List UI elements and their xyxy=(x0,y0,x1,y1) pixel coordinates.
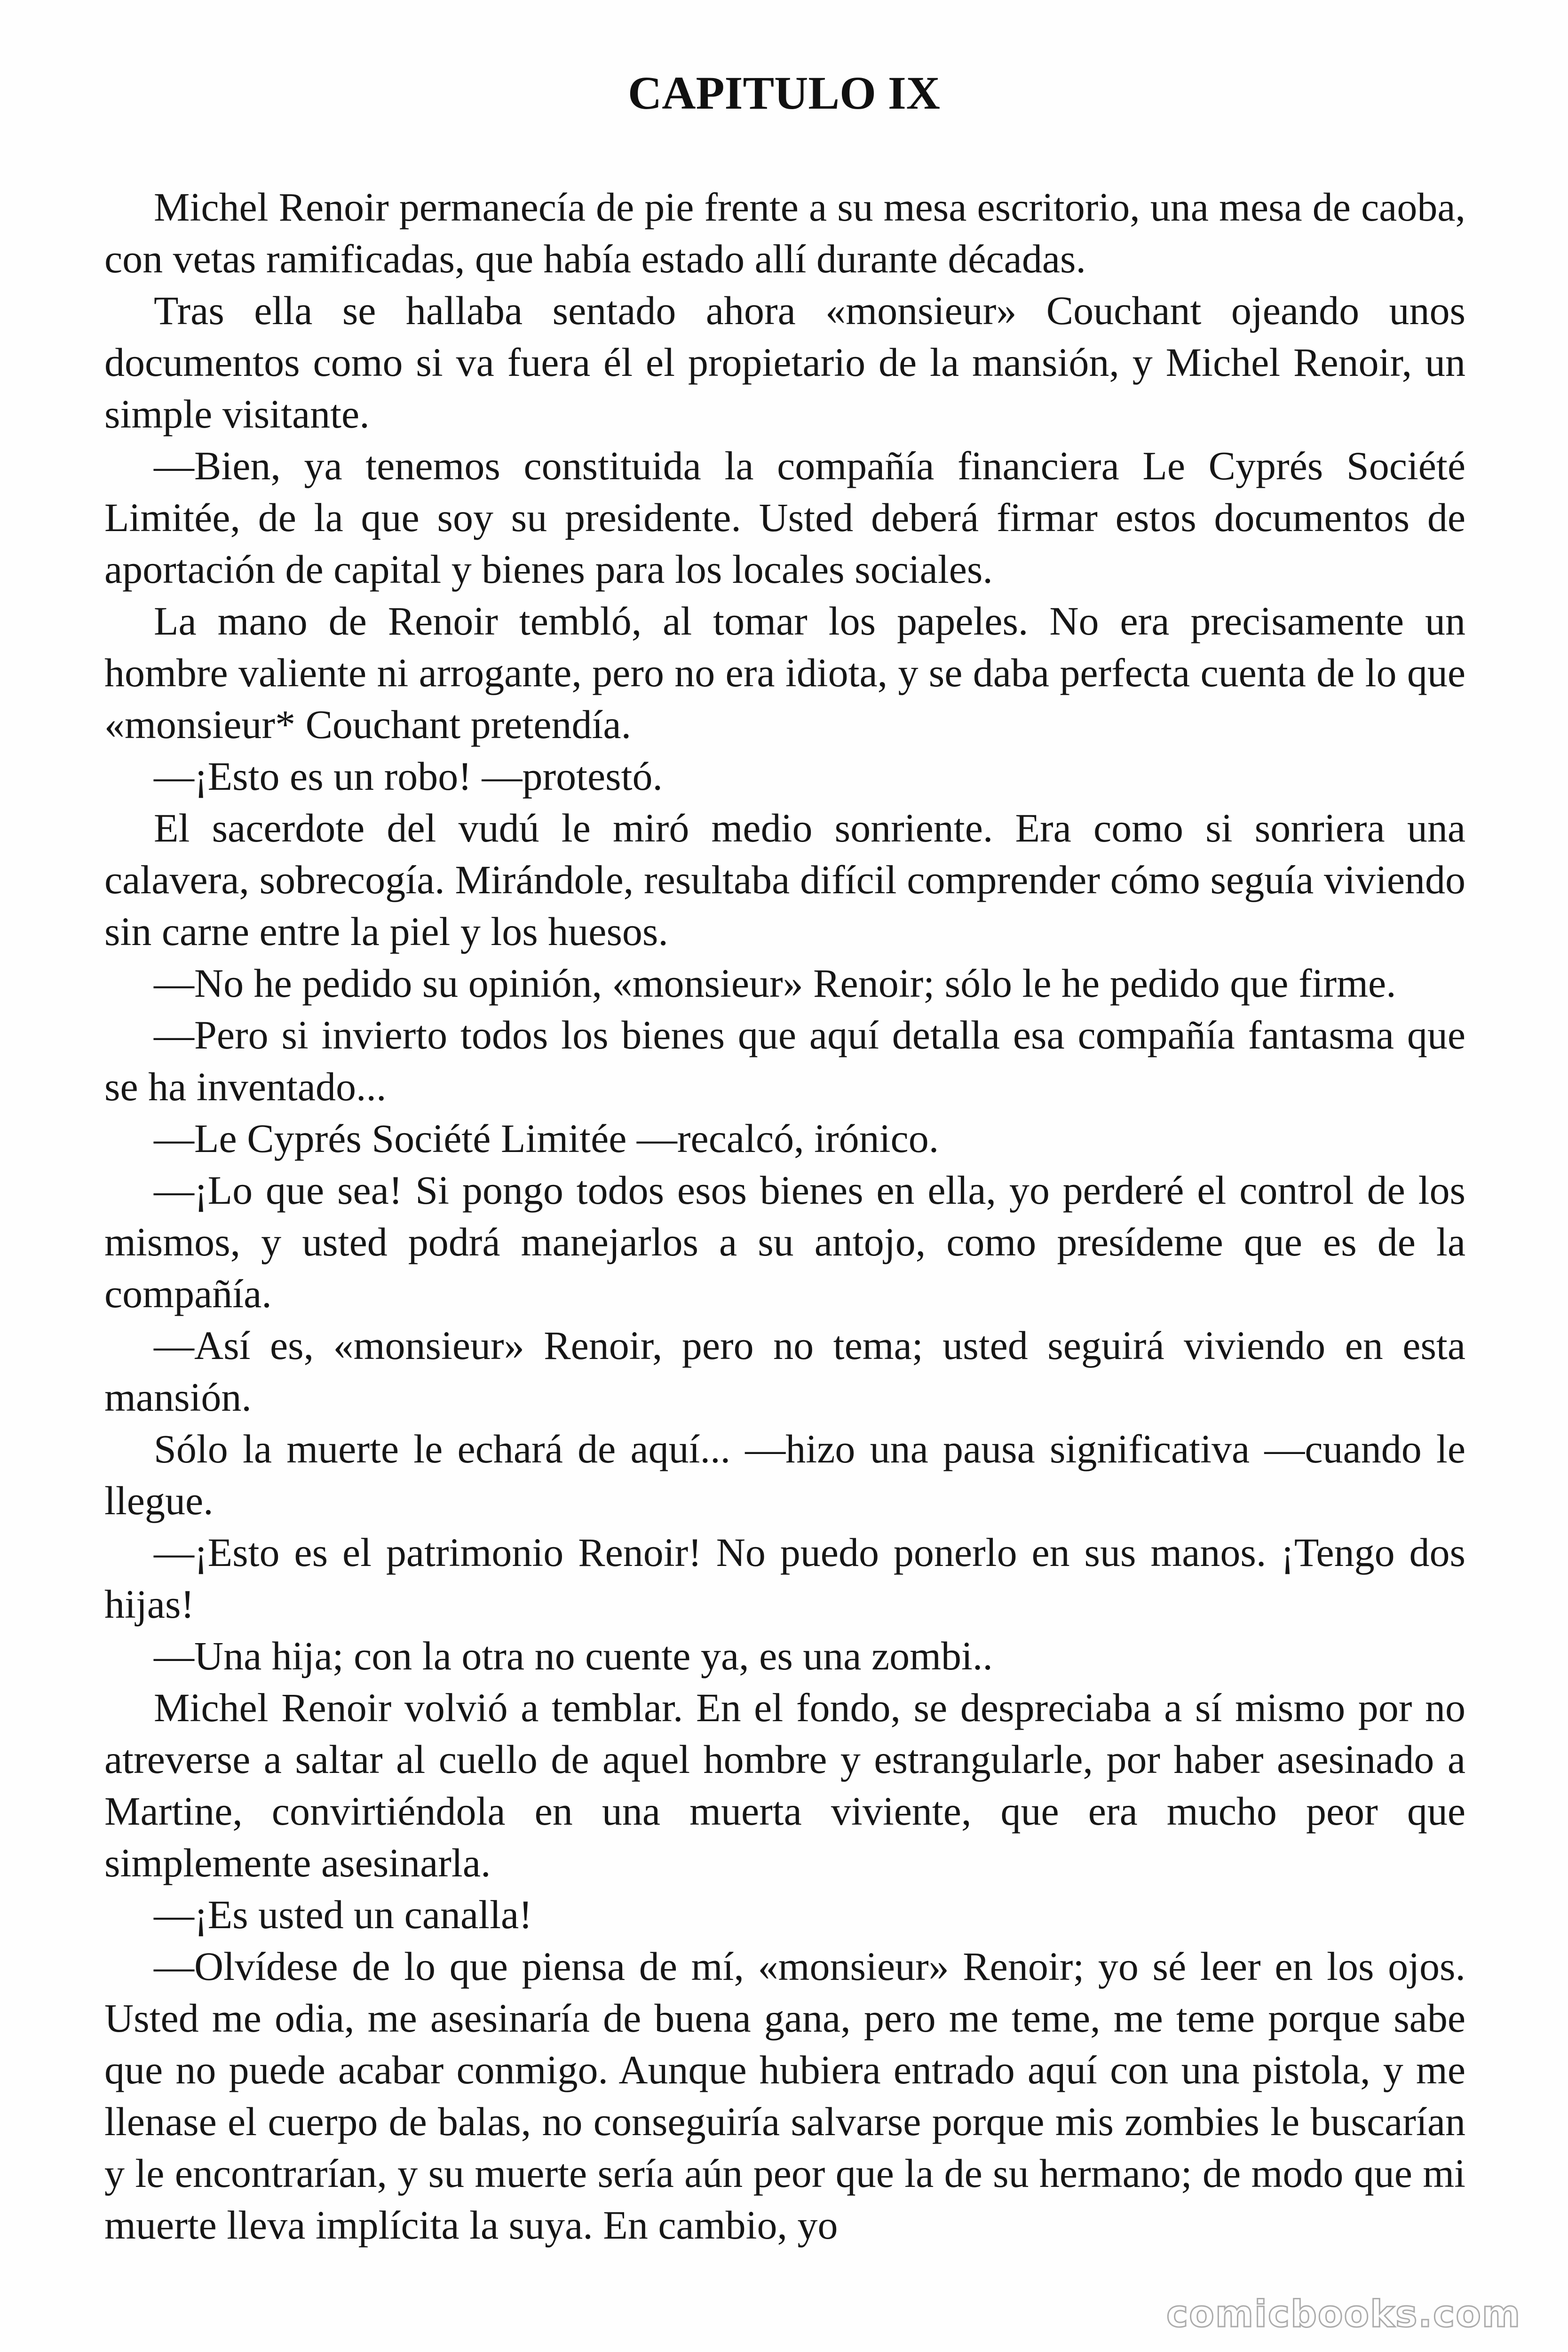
paragraph: La mano de Renoir tembló, al tomar los papeles. No era precisamente un hombre valiente ni arrogante, pero no era idiota, y se daba perfecta cuenta de lo que «monsieur* Couchant pretendía. xyxy=(104,598,1465,747)
paragraph: Tras ella se hallaba sentado ahora «monsieur» Couchant ojeando unos documentos como si va fuera él el propietario de la mansión, y Michel Renoir, un simple visitante. xyxy=(104,288,1465,437)
watermark: comicbooks.com xyxy=(1166,2293,1521,2336)
paragraph: —¡Esto es el patrimonio Renoir! No puedo ponerlo en sus manos. ¡Tengo dos hijas! xyxy=(104,1530,1465,1627)
paragraph: —Olvídese de lo que piensa de mí, «monsieur» Renoir; yo sé leer en los ojos. Usted me odia, me asesinaría de buena gana, pero me teme, me teme porque sabe que no puede acabar conmigo. Aunque hubiera entrado aquí con una pistola, y me llenase el cuerpo de balas, no conseguiría salvarse porque mis zombies le buscarían y le encontrarían, y su muerte sería aún peor que la de su hermano; de modo que mi muerte lleva implícita la suya. En cambio, yo xyxy=(104,1944,1465,2248)
paragraph: —¡Lo que sea! Si pongo todos esos bienes en ella, yo perderé el control de los mismos, y usted podrá manejarlos a su antojo, como presídeme que es de la compañía. xyxy=(104,1168,1465,1316)
paragraph: Michel Renoir permanecía de pie frente a su mesa escritorio, una mesa de caoba, con vetas ramificadas, que había estado allí durante décadas. xyxy=(104,184,1465,281)
paragraph: —¡Esto es un robo! —protestó. xyxy=(154,754,663,799)
paragraph: —Una hija; con la otra no cuente ya, es una zombi.. xyxy=(154,1633,993,1678)
paragraph: Sólo la muerte le echará de aquí... —hizo una pausa significativa —cuando le llegue. xyxy=(104,1426,1465,1523)
body-text xyxy=(104,181,1465,2251)
chapter-title: CAPITULO IX xyxy=(628,67,940,119)
paragraph: —Bien, ya tenemos constituida la compañía financiera Le Cyprés Société Limitée, de la que soy su presidente. Usted deberá firmar estos documentos de aportación de capital y bienes para los locales sociales. xyxy=(104,443,1465,592)
paragraph: —Le Cyprés Société Limitée —recalcó, irónico. xyxy=(154,1116,939,1161)
paragraph: —¡Es usted un canalla! xyxy=(154,1892,532,1937)
paragraph: —Así es, «monsieur» Renoir, pero no tema; usted seguirá viviendo en esta mansión. xyxy=(104,1323,1465,1420)
paragraph: —No he pedido su opinión, «monsieur» Renoir; sólo le he pedido que firme. xyxy=(154,961,1396,1006)
paragraph: —Pero si invierto todos los bienes que aquí detalla esa compañía fantasma que se ha inventado... xyxy=(104,1012,1465,1109)
paragraph: Michel Renoir volvió a temblar. En el fondo, se despreciaba a sí mismo por no atreverse a saltar al cuello de aquel hombre y estrangularle, por haber asesinado a Martine, convirtiéndola en una muerta viviente, que era mucho peor que simplemente asesinarla. xyxy=(104,1685,1465,1885)
paragraph: El sacerdote del vudú le miró medio sonriente. Era como si sonriera una calavera, sobrecogía. Mirándole, resultaba difícil comprender cómo seguía viviendo sin carne entre la piel y los huesos. xyxy=(104,805,1465,954)
